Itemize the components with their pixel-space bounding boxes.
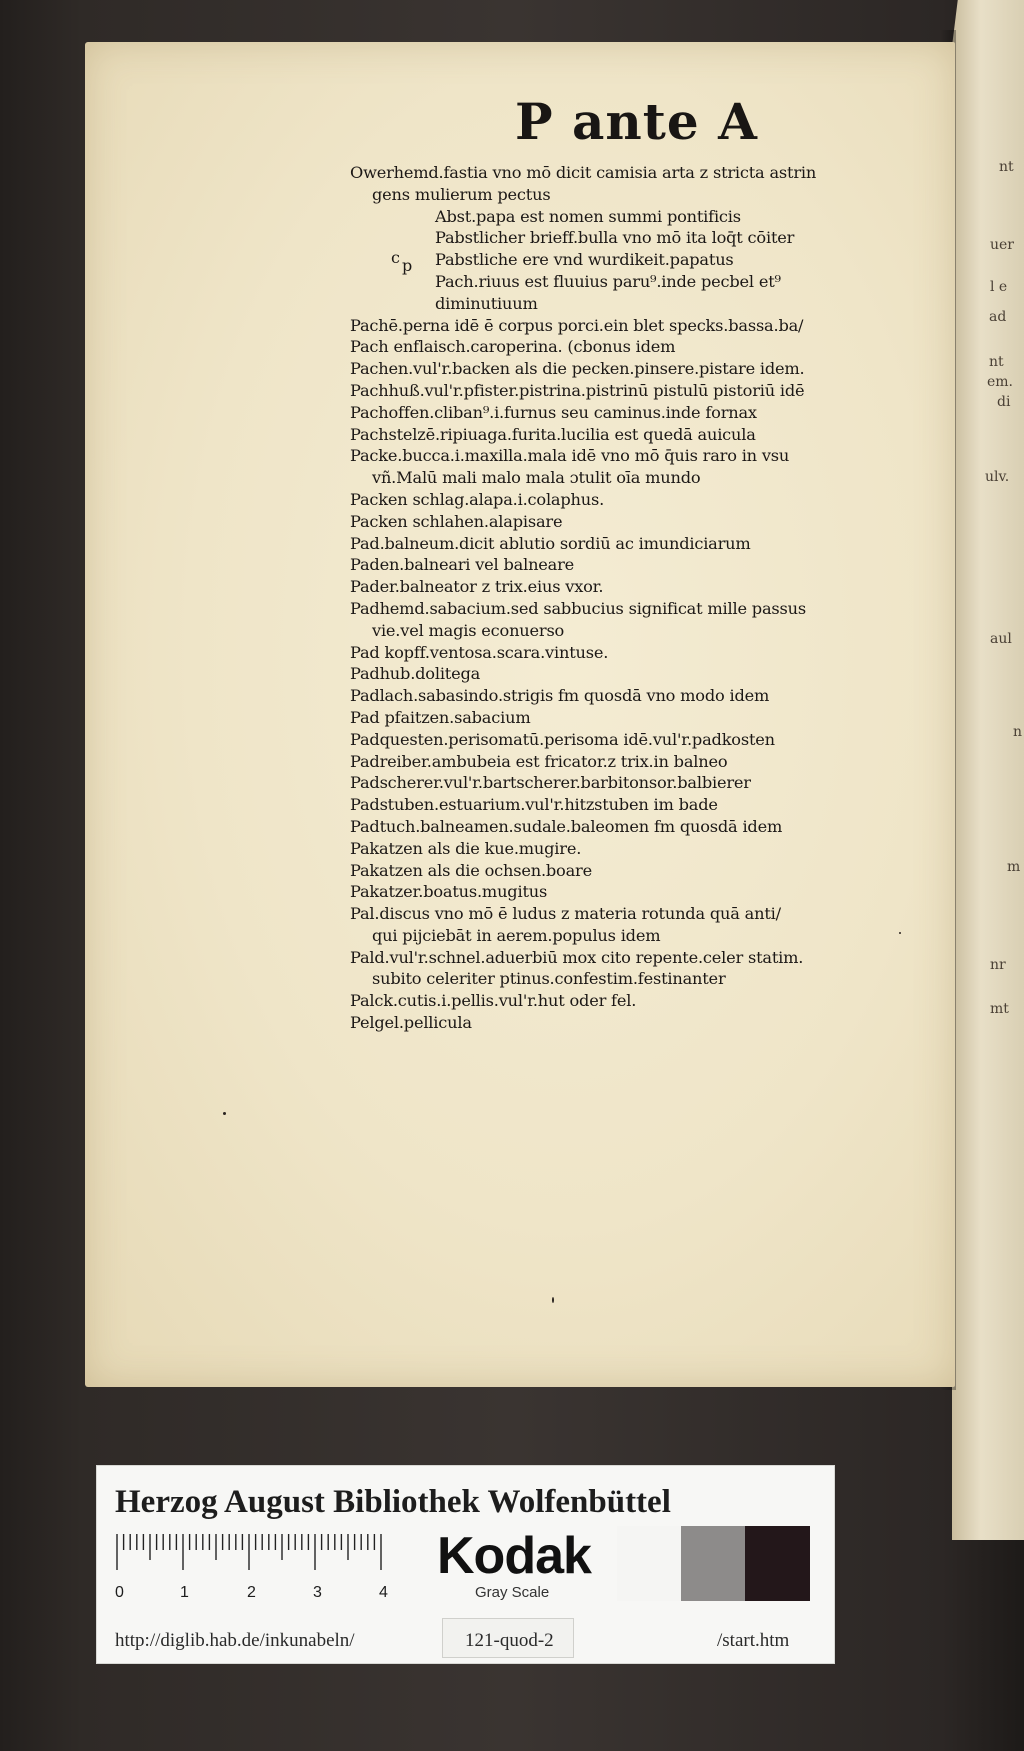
color-patch-black — [745, 1526, 810, 1601]
next-leaf-fragment: mt — [990, 1001, 1009, 1017]
ruler-number: 0 — [115, 1584, 124, 1601]
text-line: Pad.balneum.dicit ablutio sordiū ac imundiciarum — [350, 533, 751, 553]
text-line: Pelgel.pellicula — [350, 1013, 472, 1033]
next-leaf-fragment: di — [997, 394, 1011, 410]
color-patch-white — [617, 1526, 682, 1601]
text-line: Pachen.vul'r.backen als die pecken.pinsere.pistare idem. — [350, 359, 805, 379]
ruler-number: 4 — [379, 1584, 388, 1601]
text-line: diminutiuum — [435, 293, 538, 313]
next-leaf-edge — [952, 0, 1024, 1540]
text-line: Palck.cutis.i.pellis.vul'r.hut oder fel. — [350, 991, 637, 1011]
next-leaf-fragment: nr — [990, 957, 1006, 973]
text-line: Pachē.perna idē ē corpus porci.ein blet specks.bassa.ba/ — [350, 315, 804, 335]
text-line: Owerhemd.fastia vno mō dicit camisia arta z stricta astrin — [350, 163, 817, 182]
text-line: Packen schlahen.alapisare — [350, 511, 563, 531]
text-line: Paden.balneari vel balneare — [350, 555, 575, 575]
marginal-mark: p — [402, 256, 413, 275]
text-line: Pal.discus vno mō ē ludus z materia rotunda quā anti/ — [350, 904, 781, 924]
next-leaf-fragment: l e — [990, 279, 1008, 295]
ruler-number: 1 — [180, 1584, 189, 1601]
text-line: Pad kopff.ventosa.scara.vintuse. — [350, 642, 609, 662]
ruler-scale — [115, 1532, 425, 1572]
text-line: Padhub.dolitega — [350, 664, 481, 684]
ruler-number: 3 — [313, 1584, 322, 1601]
text-line: Pakatzer.boatus.mugitus — [350, 882, 548, 902]
text-line: qui pijciebāt in aerem.populus idem — [372, 925, 661, 945]
text-line: Padreiber.ambubeia est fricator.z trix.in balneo — [350, 751, 728, 771]
next-leaf-fragment: n — [1013, 724, 1023, 740]
next-leaf-fragment: nt — [999, 159, 1014, 175]
text-line: Pakatzen als die kue.mugire. — [350, 838, 582, 858]
page-heading: P ante A — [515, 92, 758, 151]
text-line: Padtuch.balneamen.sudale.baleomen fm quosdā idem — [350, 816, 783, 836]
text-line: Packe.bucca.i.maxilla.mala idē vno mō q̄uis raro in vsu — [350, 446, 790, 466]
color-patch-gray — [681, 1526, 746, 1601]
ruler-number: 2 — [247, 1584, 256, 1601]
text-line: Packen schlag.alapa.i.colaphus. — [350, 489, 605, 509]
text-line: Pakatzen als die ochsen.boare — [350, 860, 592, 880]
ink-speck — [899, 932, 901, 934]
next-leaf-fragment: ad — [989, 309, 1007, 325]
glossary-text — [350, 162, 925, 1034]
text-line: Pach enflaisch.caroperina. (cbonus idem — [350, 337, 676, 357]
library-name: Herzog August Bibliothek Wolfenbüttel — [115, 1484, 671, 1520]
text-line: Padquesten.perisomatū.perisoma idē.vul'r.padkosten — [350, 729, 775, 749]
text-line: Pach.riuus est fluuius paru⁹.inde pecbel et⁹ — [435, 271, 781, 291]
ink-speck — [552, 1297, 554, 1303]
text-line: Abst.papa est nomen summi pontificis — [435, 206, 741, 226]
text-line: Padstuben.estuarium.vul'r.hitzstuben im bade — [350, 795, 718, 815]
next-leaf-fragment: m — [1007, 859, 1021, 875]
text-line: Pabstlicher brieff.bulla vno mō ita loq̄t cōiter — [435, 228, 795, 248]
text-line: Pachhuß.vul'r.pfister.pistrina.pistrinū pistulū pistoriū idē — [350, 380, 805, 400]
ruler-labels — [115, 1584, 435, 1604]
url-prefix: http://diglib.hab.de/inkunabeln/ — [115, 1630, 355, 1651]
text-line: Pader.balneator z trix.eius vxor. — [350, 577, 604, 597]
text-line: subito celeriter ptinus.confestim.festinanter — [372, 969, 726, 989]
marginal-mark: c — [391, 248, 400, 267]
text-line: Pald.vul'r.schnel.aduerbiū mox cito repente.celer statim. — [350, 947, 804, 967]
text-line: Padlach.sabasindo.strigis fm quosdā vno modo idem — [350, 686, 770, 706]
text-line: Pabstliche ere vnd wurdikeit.papatus — [435, 250, 734, 270]
text-line: vñ.Malū mali malo mala ɔtulit oīa mundo — [372, 468, 701, 488]
ink-speck — [223, 1112, 226, 1115]
next-leaf-fragment: nt — [989, 354, 1004, 370]
url-suffix: /start.htm — [717, 1630, 790, 1651]
url-row — [97, 1616, 834, 1663]
gray-scale-label: Gray Scale — [475, 1584, 550, 1601]
next-leaf-fragment: aul — [990, 631, 1012, 647]
text-line: Padscherer.vul'r.bartscherer.barbitonsor.balbierer — [350, 773, 751, 793]
text-line: vie.vel magis econuerso — [372, 620, 565, 640]
color-target-strip — [96, 1465, 835, 1664]
next-leaf-fragment: ulv. — [985, 469, 1010, 485]
text-line: Pachstelzē.ripiuaga.furita.lucilia est quedā auicula — [350, 424, 756, 444]
kodak-logo: Kodak — [437, 1527, 591, 1585]
text-line: Pad pfaitzen.sabacium — [350, 707, 531, 727]
text-line: gens mulierum pectus — [372, 184, 551, 204]
url-id: 121-quod-2 — [465, 1630, 554, 1651]
next-leaf-fragment: uer — [990, 237, 1014, 253]
next-leaf-fragment: em. — [987, 374, 1014, 390]
text-line: Padhemd.sabacium.sed sabbucius significat mille passus — [350, 598, 806, 618]
text-line: Pachoffen.cliban⁹.i.furnus seu caminus.inde fornax — [350, 402, 757, 422]
